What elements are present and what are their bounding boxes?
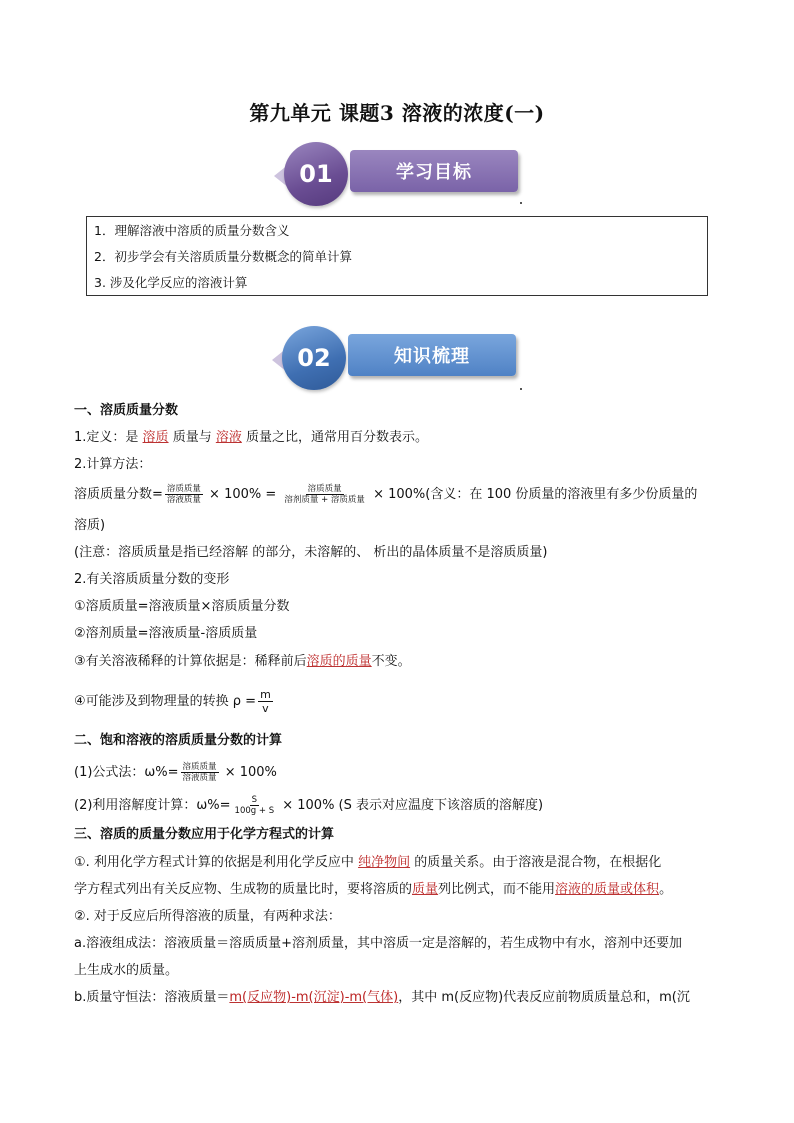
paragraph-line: ②. 对于反应后所得溶液的质量，有两种求法： (74, 909, 341, 924)
section-banner-knowledge (272, 326, 532, 386)
fraction: $\frac{\text{溶质质量}}{\text{溶液质量}}$ (182, 762, 217, 783)
variation-item: ③有关溶液稀释的计算依据是：稀释前后溶质的质量不变。 (74, 654, 411, 669)
banner-number-badge: 02 (282, 326, 346, 390)
goal-item: 2．初步学会有关溶质质量分数概念的简单计算 (94, 249, 352, 264)
marker-dot (520, 202, 522, 204)
paragraph-line: 上生成水的质量。 (74, 963, 179, 978)
variation-item: ②溶剂质量=溶液质量-溶质质量 (74, 626, 258, 641)
learning-goals-box (86, 216, 708, 296)
fraction: $\frac{\text{溶质质量}}{\text{溶液质量}}$ (166, 484, 201, 505)
fraction: $\frac{\text{溶质质量}}{\text{溶剂质量 + 溶质质量}}$ (284, 484, 365, 505)
definition-line: 1.定义：是 溶质 质量与 溶液 质量之比，通常用百分数表示。 (74, 430, 428, 445)
marker-dot (520, 388, 522, 390)
section-heading: 三、溶质的质量分数应用于化学方程式的计算 (74, 827, 335, 842)
variation-item: ④可能涉及到物理量的转换 ρ = $\frac{m}{v}$ (74, 688, 271, 715)
fraction: $\frac{S}{100g + S}$ (234, 795, 275, 816)
formula-tail: 溶质) (74, 518, 106, 533)
formula-line: (2)利用溶解度计算：ω%= $\frac{S}{100g + S}$ × 100% (S 表示对应温度下该溶质的溶解度) (74, 795, 544, 816)
variation-item: ①溶质质量=溶液质量×溶质质量分数 (74, 599, 290, 614)
section-banner-goals (274, 142, 534, 202)
paragraph-line: a.溶液组成法：溶液质量＝溶质质量+溶剂质量，其中溶质一定是溶解的，若生成物中有水，溶剂中还要加 (74, 936, 682, 951)
page-title: 第九单元 课题3 溶液的浓度(一) (249, 101, 545, 125)
banner-label: 知识梳理 (348, 334, 516, 376)
paragraph-line: ①. 利用化学方程式计算的依据是利用化学反应中 纯净物间 的质量关系。由于溶液是混合物，在根据化 (74, 855, 662, 870)
section-heading: 一、溶质质量分数 (74, 403, 179, 418)
banner-label: 学习目标 (350, 150, 518, 192)
formula-line: (1)公式法：ω%= $\frac{\text{溶质质量}}{\text{溶液质量}}$ × 100% (74, 762, 277, 783)
paragraph-line: 学方程式列出有关反应物、生成物的质量比时，要将溶质的质量列比例式，而不能用溶液的质量或体积。 (74, 882, 673, 897)
section-heading: 二、饱和溶液的溶质质量分数的计算 (74, 733, 283, 748)
goal-item: 3. 涉及化学反应的溶液计算 (94, 275, 248, 290)
variation-heading: 2.有关溶质质量分数的变形 (74, 572, 230, 587)
paragraph-line: b.质量守恒法：溶液质量＝m(反应物)-m(沉淀)-m(气体)，其中 m(反应物)代表反应前物质质量总和，m(沉 (74, 990, 690, 1005)
note-line: (注意：溶质质量是指已经溶解 的部分，未溶解的、 析出的晶体质量不是溶质质量) (74, 545, 548, 560)
method-line: 2.计算方法： (74, 457, 152, 472)
formula-line: 溶质质量分数= $\frac{\text{溶质质量}}{\text{溶液质量}}$ × 100% = $\frac{\text{溶质质量}}{\text{溶剂质量 + 溶质质量}}$ × 100%(含义：在 100 份质量的溶液里有多少份质量的 (74, 484, 698, 505)
fraction: $\frac{m}{v}$ (260, 688, 271, 715)
banner-number-badge: 01 (284, 142, 348, 206)
goal-item: 1．理解溶液中溶质的质量分数含义 (94, 223, 290, 238)
